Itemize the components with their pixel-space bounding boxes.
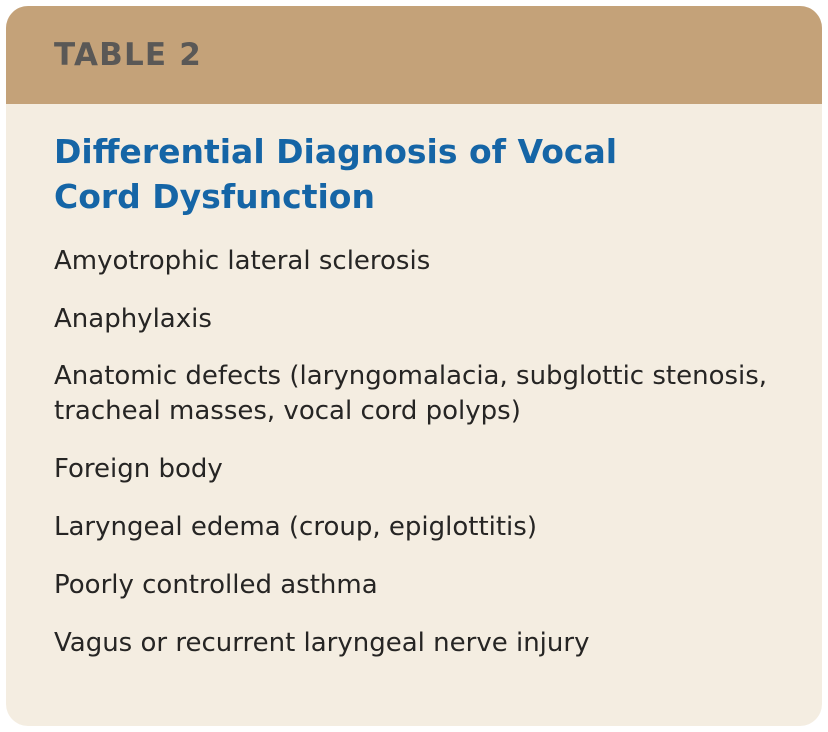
list-item: Amyotrophic lateral sclerosis bbox=[54, 245, 431, 276]
list-item: Poorly controlled asthma bbox=[54, 569, 378, 600]
diagnosis-list bbox=[54, 244, 780, 661]
table-title: Differential Diagnosis of Vocal Cord Dysfunction bbox=[54, 132, 618, 216]
table-card bbox=[6, 6, 822, 726]
list-item: Foreign body bbox=[54, 454, 223, 485]
list-item: Anatomic defects (laryngomalacia, subglottic stenosis, tracheal masses, vocal cord polyps) bbox=[54, 361, 768, 427]
table-body bbox=[6, 104, 822, 660]
list-item: Anaphylaxis bbox=[54, 303, 212, 334]
table-number-label: TABLE 2 bbox=[54, 37, 203, 73]
list-item: Vagus or recurrent laryngeal nerve injury bbox=[54, 627, 590, 658]
table-header-band bbox=[6, 6, 822, 104]
list-item: Laryngeal edema (croup, epiglottitis) bbox=[54, 511, 537, 542]
